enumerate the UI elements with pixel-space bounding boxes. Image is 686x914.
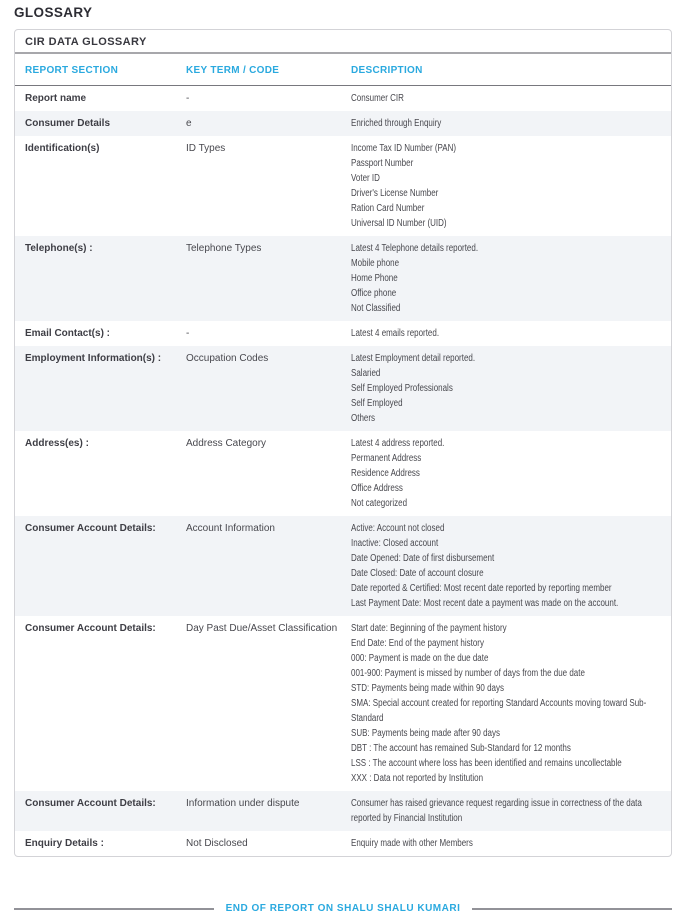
description-line: Office phone [351, 288, 397, 299]
description-line: Ration Card Number [351, 203, 425, 214]
table-row [15, 346, 671, 431]
description-line: XXX : Data not reported by Institution [351, 773, 484, 784]
key-term-cell: Not Disclosed [186, 838, 248, 849]
report-section-cell: Employment Information(s) : [25, 353, 162, 364]
description-line: DBT : The account has remained Sub-Standard for 12 months [351, 743, 571, 754]
description-line: Residence Address [351, 468, 420, 479]
key-term-cell: Occupation Codes [186, 353, 269, 364]
description-cell [351, 796, 667, 826]
description-cell [351, 116, 667, 131]
description-line: Enriched through Enquiry [351, 118, 442, 129]
key-term-cell: Account Information [186, 523, 275, 534]
cir-data-glossary-card [14, 29, 672, 857]
description-line: 001-900: Payment is missed by number of days from the due date [351, 668, 585, 679]
report-section-cell: Report name [25, 93, 87, 104]
description-line: STD: Payments being made within 90 days [351, 683, 504, 694]
table-row [15, 86, 671, 111]
table-body [15, 86, 671, 856]
table-row [15, 236, 671, 321]
key-term-cell: ID Types [186, 143, 226, 154]
description-line: Start date: Beginning of the payment history [351, 623, 507, 634]
description-line: SMA: Special account created for reporting Standard Accounts moving toward Sub-Standard [351, 698, 647, 724]
card-title: CIR DATA GLOSSARY [25, 36, 147, 48]
description-line: Voter ID [351, 173, 380, 184]
end-of-report-text: END OF REPORT ON SHALU SHALU KUMARI [225, 903, 461, 914]
key-term-cell: - [186, 93, 190, 104]
description-line: Date Opened: Date of first disbursement [351, 553, 495, 564]
description-line: Permanent Address [351, 453, 422, 464]
description-cell [351, 241, 667, 316]
description-line: SUB: Payments being made after 90 days [351, 728, 500, 739]
description-cell [351, 351, 667, 426]
report-section-cell: Consumer Account Details: [25, 523, 156, 534]
description-line: Universal ID Number (UID) [351, 218, 447, 229]
description-cell [351, 141, 667, 231]
report-section-cell: Email Contact(s) : [25, 328, 111, 339]
description-line: Latest 4 address reported. [351, 438, 445, 449]
description-cell [351, 836, 667, 851]
description-line: Driver's License Number [351, 188, 439, 199]
description-line: 000: Payment is made on the due date [351, 653, 489, 664]
report-section-cell: Telephone(s) : [25, 243, 93, 254]
page-title: GLOSSARY [14, 5, 93, 20]
footer-line-left [14, 908, 214, 910]
description-line: Inactive: Closed account [351, 538, 439, 549]
description-line: Self Employed [351, 398, 403, 409]
key-term-cell: Address Category [186, 438, 267, 449]
description-cell [351, 91, 667, 106]
table-row [15, 616, 671, 791]
key-term-cell: Day Past Due/Asset Classification [186, 623, 338, 634]
description-line: Last Payment Date: Most recent date a payment was made on the account. [351, 598, 619, 609]
description-line: Office Address [351, 483, 403, 494]
description-line: Self Employed Professionals [351, 383, 453, 394]
description-line: Active: Account not closed [351, 523, 445, 534]
description-cell [351, 521, 667, 611]
report-section-cell: Consumer Account Details: [25, 798, 156, 809]
report-section-cell: Consumer Details [25, 118, 111, 129]
table-row [15, 831, 671, 856]
table-row [15, 431, 671, 516]
description-line: Consumer CIR [351, 93, 404, 104]
description-cell [351, 326, 667, 341]
table-row [15, 136, 671, 236]
description-line: Enquiry made with other Members [351, 838, 473, 849]
table-header-row [15, 54, 671, 86]
description-line: Consumer has raised grievance request regarding issue in correctness of the data reported by Financial Institution [351, 798, 642, 824]
footer-line-right [472, 908, 672, 910]
table-row [15, 111, 671, 136]
report-section-cell: Consumer Account Details: [25, 623, 156, 634]
description-line: Not Classified [351, 303, 401, 314]
description-line: Latest Employment detail reported. [351, 353, 476, 364]
description-line: Home Phone [351, 273, 398, 284]
key-term-cell: Information under dispute [186, 798, 300, 809]
column-header-description: DESCRIPTION [351, 65, 423, 76]
description-line: Latest 4 emails reported. [351, 328, 440, 339]
description-line: LSS : The account where loss has been identified and remains uncollectable [351, 758, 622, 769]
report-section-cell: Identification(s) [25, 143, 100, 154]
description-line: Date reported & Certified: Most recent date reported by reporting member [351, 583, 612, 594]
description-line: Mobile phone [351, 258, 400, 269]
report-section-cell: Enquiry Details : [25, 838, 104, 849]
description-line: Date Closed: Date of account closure [351, 568, 484, 579]
description-line: Passport Number [351, 158, 414, 169]
description-line: Latest 4 Telephone details reported. [351, 243, 479, 254]
table-row [15, 791, 671, 831]
description-cell [351, 436, 667, 511]
table-row [15, 321, 671, 346]
table-row [15, 516, 671, 616]
description-line: Not categorized [351, 498, 408, 509]
report-section-cell: Address(es) : [25, 438, 89, 449]
description-cell [351, 621, 667, 786]
key-term-cell: - [186, 328, 190, 339]
column-header-key-term: KEY TERM / CODE [186, 65, 280, 76]
description-line: Salaried [351, 368, 381, 379]
end-of-report-footer [14, 903, 672, 914]
description-line: End Date: End of the payment history [351, 638, 484, 649]
column-header-report-section: REPORT SECTION [25, 65, 119, 76]
key-term-cell: Telephone Types [186, 243, 262, 254]
description-line: Income Tax ID Number (PAN) [351, 143, 457, 154]
key-term-cell: e [186, 118, 192, 129]
description-line: Others [351, 413, 376, 424]
